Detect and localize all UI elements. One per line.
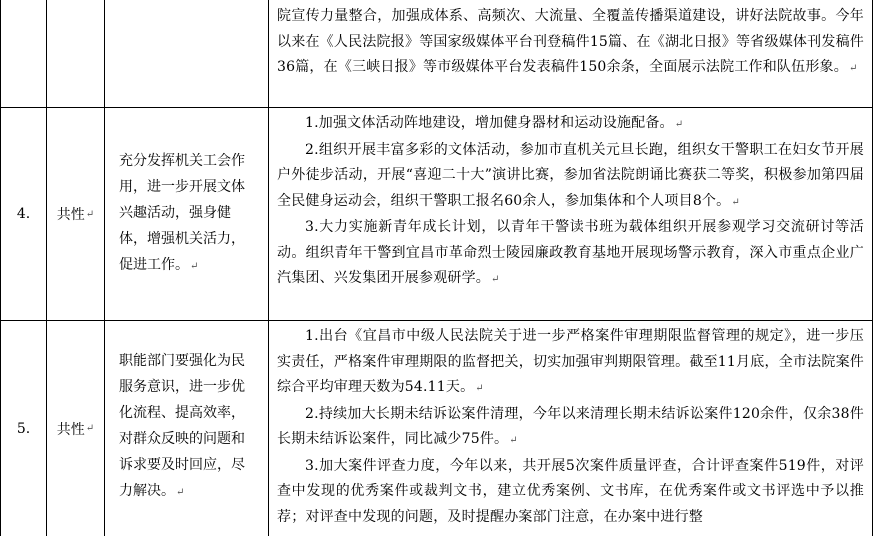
row-requirement: 职能部门要强化为民服务意识，进一步优化流程、提高效率，对群众反映的问题和诉求要及时回应，尽力解决。↵ — [119, 353, 245, 499]
paragraph-mark-icon: ↵ — [848, 63, 858, 74]
row-type: 共性 ↵ — [56, 421, 95, 438]
paragraph-mark-icon: ↵ — [731, 196, 740, 208]
row-divider-1 — [0, 107, 873, 108]
measure-paragraph: 院宣传力量整合，加强成体系、高频次、大流量、全覆盖传播渠道建设，讲好法院故事。今年以来在《人民法院报》等国家级媒体平台刊登稿件15篇、在《湖北日报》等省级媒体刊发稿件36篇，在《三峡日报》等市级媒体平台发表稿件150余条，全面展示法院工作和队伍形象。↵ — [277, 8, 864, 75]
row-measures — [269, 324, 872, 536]
measure-paragraph: 3.加大案件评查力度，今年以来，共开展5次案件质量评查，合计评查案件519件，对评查中发现的优秀案件或裁判文书，建立优秀案例、文书库，在优秀案件或文书评选中予以推荐；对评查中发现的问题，及时提醒办案部门注意，在办案中进行整 — [277, 457, 864, 525]
paragraph-mark-icon: ↵ — [491, 274, 500, 285]
paragraph-mark-icon: ↵ — [85, 208, 95, 220]
row-divider-2 — [0, 320, 873, 321]
paragraph-mark-icon: ↵ — [674, 119, 684, 130]
paragraph-mark-icon: ↵ — [190, 261, 199, 272]
measure-paragraph: 3.大力实施新青年成长计划，以青年干警读书班为载体组织开展参观学习交流研讨等活动。组织青年干警到宜昌市革命烈士陵园廉政教育基地开展现场警示教育，深入市重点企业广汽集团、兴发集团开展参观研学。↵ — [277, 219, 864, 286]
paragraph-mark-icon: ↵ — [509, 435, 518, 446]
row-type: 共性 ↵ — [56, 207, 95, 223]
paragraph-mark-icon: ↵ — [475, 383, 484, 394]
row-continued-measures — [269, 4, 872, 107]
measure-paragraph: 2.组织开展丰富多彩的文体活动，参加市直机关元旦长跑，组织女干警职工在妇女节开展户外徒步活动，开展“喜迎二十大”演讲比赛，参加省法院朗诵比赛获二等奖，积极参加第四届全民健身运动会，组织干警职工报名60余人，参加集体和个人项目8个。↵ — [277, 141, 864, 209]
border-right — [872, 0, 873, 536]
paragraph-mark-icon: ↵ — [85, 423, 95, 434]
measure-paragraph: 1.出台《宜昌市中级人民法院关于进一步严格案件审理期限监督管理的规定》，进一步压实责任，严格案件审理期限的监督把关，切实加强审判期限管理。截至11月底，全市法院案件综合平均审理天数为54.11天。↵ — [277, 328, 864, 395]
measure-paragraph: 1.加强文体活动阵地建设，增加健身器材和运动设施配备。↵ — [305, 115, 684, 131]
row-number: 5. — [16, 420, 31, 437]
measure-paragraph: 2.持续加大长期未结诉讼案件清理，今年以来清理长期未结诉讼案件120余件，仅余38件长期未结诉讼案件，同比减少75件。↵ — [277, 405, 864, 447]
row-number: 4. — [16, 206, 31, 222]
paragraph-mark-icon: ↵ — [176, 487, 185, 498]
row-measures — [269, 111, 872, 320]
row-requirement: 充分发挥机关工会作用，进一步开展文体兴趣活动，强身健体，增强机关活力，促进工作。↵ — [119, 153, 245, 273]
